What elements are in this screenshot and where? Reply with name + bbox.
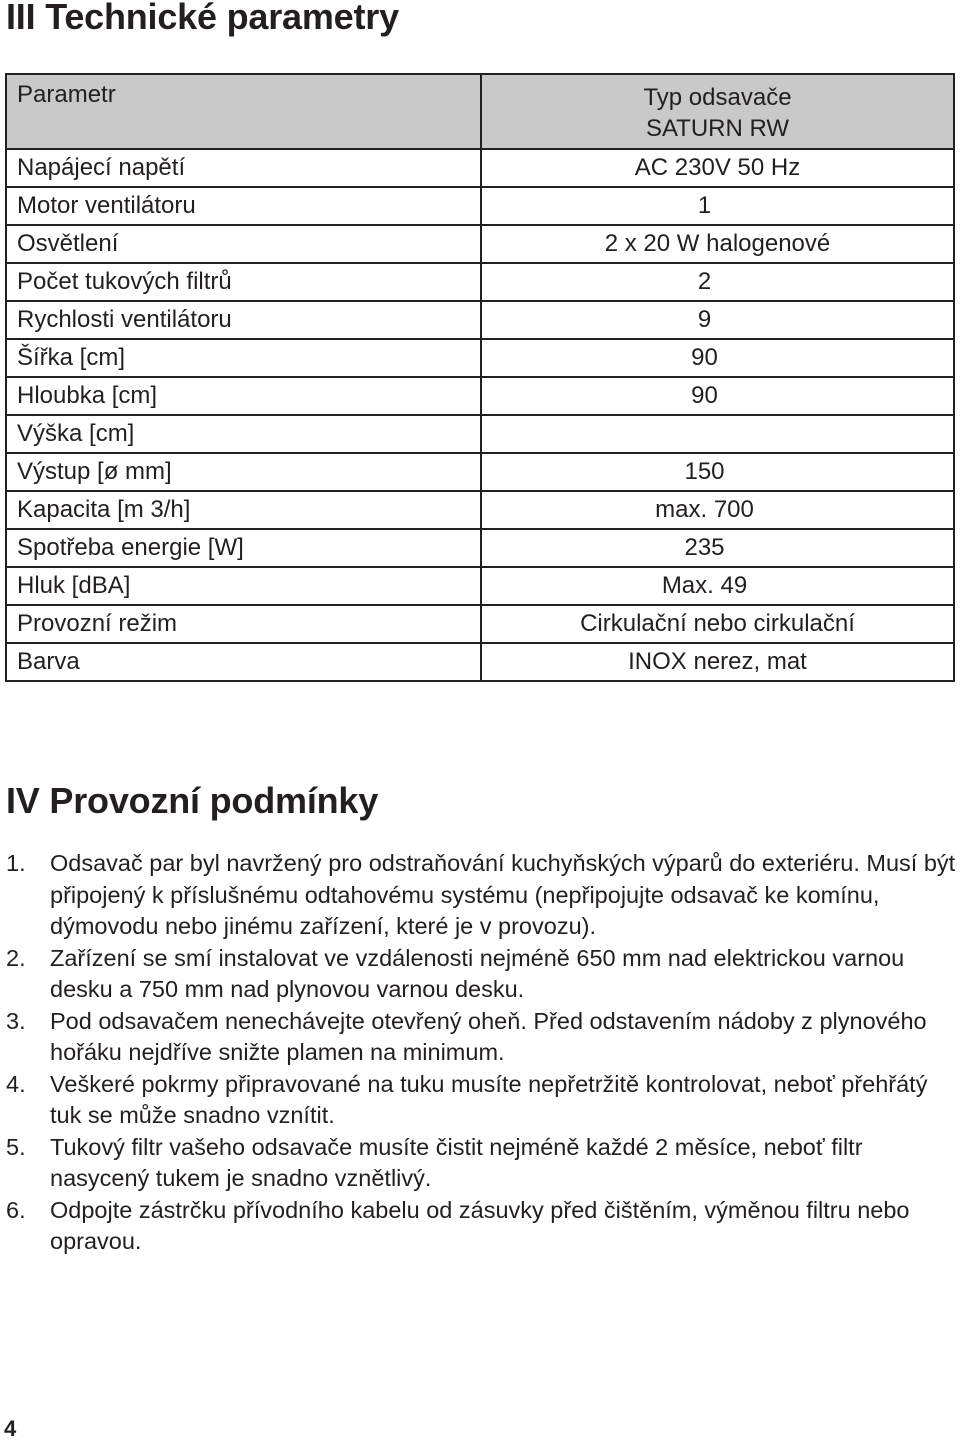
item-text: Veškeré pokrmy připravované na tuku musíte nepřetržitě kontrolovat, neboť přehřátý tuk se může snadno vznítit. <box>50 1070 928 1128</box>
header-hood-type <box>481 74 954 149</box>
table-row <box>6 263 954 301</box>
table-row <box>6 453 954 491</box>
list-item <box>6 943 956 1006</box>
table-row <box>6 301 954 339</box>
table-row <box>6 567 954 605</box>
item-number: 3. <box>6 1007 26 1034</box>
list-item <box>6 1195 956 1258</box>
table-row <box>6 377 954 415</box>
param-name: Hluk [dBA] <box>6 567 481 605</box>
param-value: 9 <box>481 301 954 339</box>
param-name: Rychlosti ventilátoru <box>6 301 481 339</box>
param-value: Cirkulační nebo cirkulační <box>481 605 954 643</box>
list-item <box>6 848 956 943</box>
table-row <box>6 529 954 567</box>
param-value: 150 <box>481 453 954 491</box>
param-name: Barva <box>6 643 481 681</box>
table-row <box>6 225 954 263</box>
param-value <box>481 415 954 453</box>
param-value: AC 230V 50 Hz <box>481 149 954 187</box>
param-value: 2 x 20 W halogenové <box>481 225 954 263</box>
header-parameter: Parametr <box>6 74 481 149</box>
item-number: 1. <box>6 850 26 876</box>
param-value: 2 <box>481 263 954 301</box>
item-number: 6. <box>6 1196 26 1223</box>
item-number: 4. <box>6 1070 26 1097</box>
list-item <box>6 1132 956 1195</box>
param-value: Max. 49 <box>481 567 954 605</box>
param-name: Výška [cm] <box>6 415 481 453</box>
section-title-technical-parameters: III Technické parametry <box>6 0 399 37</box>
item-text: Odsavač par byl navržený pro odstraňování kuchyňských výparů do exteriéru. Musí být připojený k příslušnému odtahovému systému (nepřipojujte odsavač ke komínu, dýmovodu nebo jinému zařízení, které je v provozu). <box>50 850 956 939</box>
param-value: 1 <box>481 187 954 225</box>
technical-parameters-table <box>5 73 955 682</box>
param-name: Motor ventilátoru <box>6 187 481 225</box>
header-type-line1: Typ odsavače <box>643 84 792 111</box>
table-row <box>6 415 954 453</box>
param-name: Kapacita [m 3/h] <box>6 491 481 529</box>
param-name: Hloubka [cm] <box>6 377 481 415</box>
item-text: Tukový filtr vašeho odsavače musíte čistit nejméně každé 2 měsíce, neboť filtr nasycený tukem je snadno vznětlivý. <box>50 1133 863 1191</box>
table-row <box>6 149 954 187</box>
header-type-line2: SATURN RW <box>645 115 790 142</box>
param-value: max. 700 <box>481 491 954 529</box>
item-text: Zařízení se smí instalovat ve vzdálenosti nejméně 650 mm nad elektrickou varnou desku a 750 mm nad plynovou varnou desku. <box>50 944 905 1002</box>
list-item <box>6 1069 956 1132</box>
param-name: Spotřeba energie [W] <box>6 529 481 567</box>
item-text: Pod odsavačem nenechávejte otevřený oheň. Před odstavením nádoby z plynového hořáku nejdříve snižte plamen na minimum. <box>50 1007 927 1065</box>
table-row <box>6 187 954 225</box>
param-name: Napájecí napětí <box>6 149 481 187</box>
page-number: 4 <box>4 1416 17 1441</box>
table-header-row <box>6 74 954 149</box>
item-text: Odpojte zástrčku přívodního kabelu od zásuvky před čištěním, výměnou filtru nebo opravou. <box>50 1196 910 1254</box>
param-value: 90 <box>481 339 954 377</box>
param-name: Šířka [cm] <box>6 339 481 377</box>
param-name: Provozní režim <box>6 605 481 643</box>
param-value: 90 <box>481 377 954 415</box>
param-value: 235 <box>481 529 954 567</box>
table-row <box>6 643 954 681</box>
item-number: 2. <box>6 944 26 971</box>
param-name: Osvětlení <box>6 225 481 263</box>
list-item <box>6 1006 956 1069</box>
section-title-operating-conditions: IV Provozní podmínky <box>6 780 379 821</box>
item-number: 5. <box>6 1133 26 1160</box>
param-value: INOX nerez, mat <box>481 643 954 681</box>
operating-conditions-list <box>6 848 956 1258</box>
param-name: Výstup [ø mm] <box>6 453 481 491</box>
table-row <box>6 605 954 643</box>
table-row <box>6 491 954 529</box>
table-row <box>6 339 954 377</box>
param-name: Počet tukových filtrů <box>6 263 481 301</box>
